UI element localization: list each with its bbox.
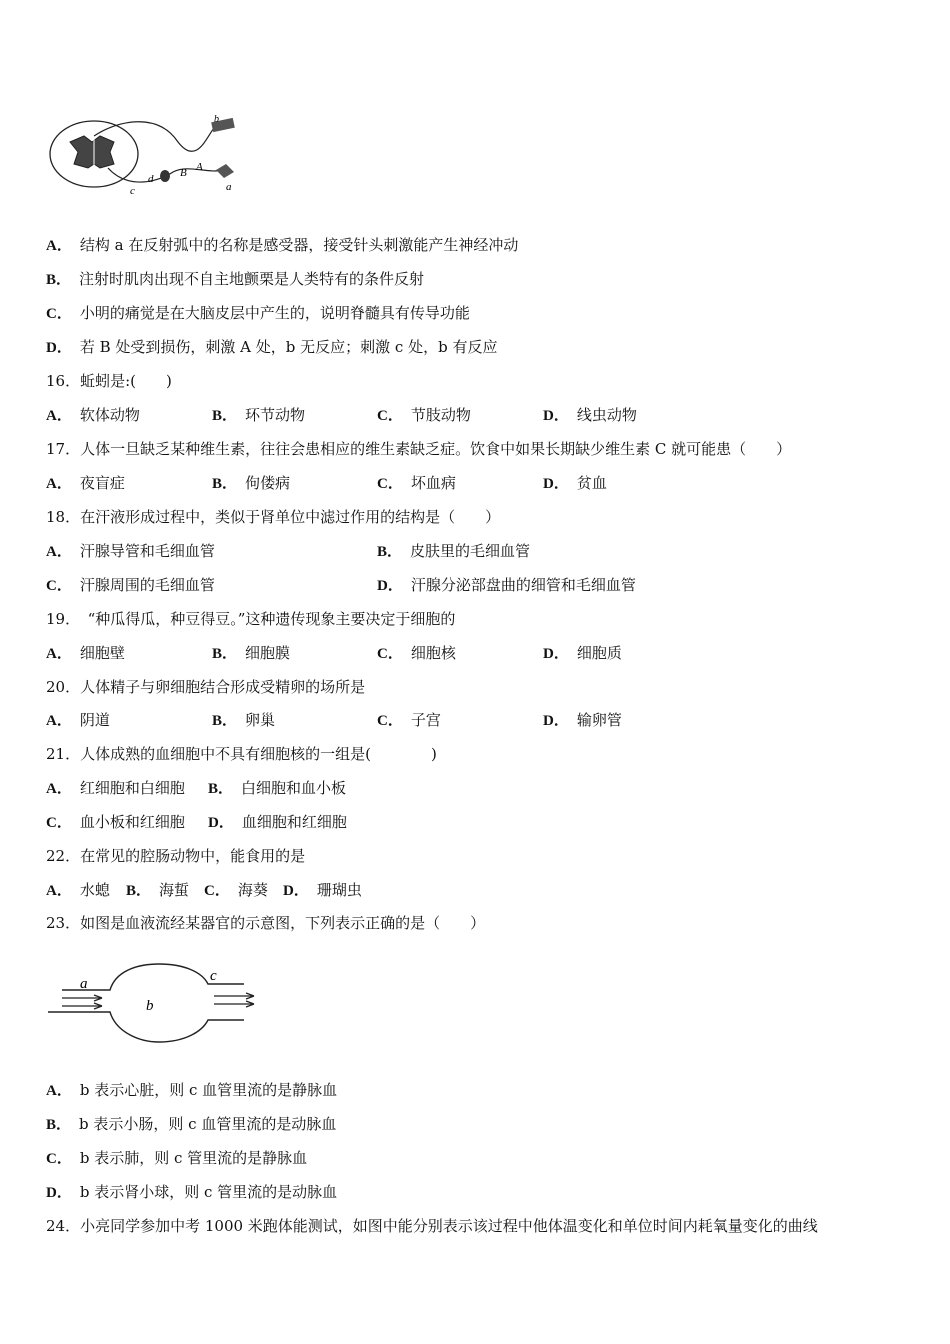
organ-label-b: b [146,998,154,1014]
q23-stem: 23．如图是血液流经某器官的示意图，下列表示正确的是（ ） [46,914,486,932]
q21-option-d[interactable]: D． 血细胞和红细胞 [208,813,347,831]
label-b: b [214,114,219,125]
q16-option-d[interactable]: D． 线虫动物 [543,406,637,424]
q17-option-b[interactable]: B． 佝偻病 [212,474,291,492]
q21-option-a[interactable]: A． 红细胞和白细胞 [46,779,185,797]
q18-option-b[interactable]: B． 皮肤里的毛细血管 [377,542,531,560]
q21-stem: 21．人体成熟的血细胞中不具有细胞核的一组是( ) [46,745,437,763]
q15-option-a[interactable]: A． 结构 a 在反射弧中的名称是感受器，接受针头刺激能产生神经冲动 [46,236,519,254]
q18-stem: 18．在汗液形成过程中，类似于肾单位中滤过作用的结构是（ ） [46,508,501,526]
q19-option-d[interactable]: D． 细胞质 [543,644,622,662]
q24-stem: 24．小亮同学参加中考 1000 米跑体能测试，如图中能分别表示该过程中他体温变化和单位时间内耗氧量变化的曲线 [46,1217,818,1235]
q22-option-d[interactable]: D． 珊瑚虫 [283,881,362,899]
q15-option-c[interactable]: C． 小明的痛觉是在大脑皮层中产生的，说明脊髓具有传导功能 [46,304,470,322]
q18-option-a[interactable]: A． 汗腺导管和毛细血管 [46,542,215,560]
q19-option-a[interactable]: A． 细胞壁 [46,644,125,662]
q19-option-c[interactable]: C． 细胞核 [377,644,456,662]
q20-option-c[interactable]: C． 子宫 [377,711,441,729]
q16-option-a[interactable]: A． 软体动物 [46,406,140,424]
q16-stem: 16．蚯蚓是:( ) [46,372,172,390]
reflex-arc-figure [48,112,248,194]
q21-option-b[interactable]: B． 白细胞和血小板 [208,779,347,797]
label-c: c [130,185,135,194]
vessel-label-c: c [210,968,217,984]
q20-option-a[interactable]: A． 阴道 [46,711,110,729]
q23-option-b[interactable]: B． b 表示小肠，则 c 血管里流的是动脉血 [46,1115,337,1133]
q23-option-a[interactable]: A． b 表示心脏，则 c 血管里流的是静脉血 [46,1081,338,1099]
q17-option-d[interactable]: D． 贫血 [543,474,607,492]
q17-stem: 17．人体一旦缺乏某种维生素，往往会患相应的维生素缺乏症。饮食中如果长期缺少维生素 C 就可能患（ ） [46,440,792,458]
label-B: B [180,167,187,179]
q21-option-c[interactable]: C． 血小板和红细胞 [46,813,185,831]
q20-option-d[interactable]: D． 输卵管 [543,711,622,729]
q20-option-b[interactable]: B． 卵巢 [212,711,276,729]
q18-option-d[interactable]: D． 汗腺分泌部盘曲的细管和毛细血管 [377,576,636,594]
blood-flow-figure [44,960,259,1045]
q19-stem: 19． “种瓜得瓜，种豆得豆。”这种遗传现象主要决定于细胞的 [46,610,456,628]
q20-stem: 20．人体精子与卵细胞结合形成受精卵的场所是 [46,678,366,696]
q18-option-c[interactable]: C． 汗腺周围的毛细血管 [46,576,215,594]
label-A: A [196,161,203,173]
label-d: d [148,173,154,185]
q22-option-a[interactable]: A． 水螅 [46,881,110,899]
q17-option-a[interactable]: A． 夜盲症 [46,474,125,492]
q16-option-c[interactable]: C． 节肢动物 [377,406,471,424]
q23-option-c[interactable]: C． b 表示肺，则 c 管里流的是静脉血 [46,1149,308,1167]
q15-option-b[interactable]: B． 注射时肌肉出现不自主地颤栗是人类特有的条件反射 [46,270,425,288]
q22-option-b[interactable]: B． 海蜇 [126,881,190,899]
vessel-label-a: a [80,976,88,992]
q23-option-d[interactable]: D． b 表示肾小球，则 c 管里流的是动脉血 [46,1183,338,1201]
q16-option-b[interactable]: B． 环节动物 [212,406,306,424]
q22-stem: 22．在常见的腔肠动物中，能食用的是 [46,847,306,865]
q15-option-d[interactable]: D． 若 B 处受到损伤，刺激 A 处，b 无反应；刺激 c 处，b 有反应 [46,338,498,356]
q19-option-b[interactable]: B． 细胞膜 [212,644,291,662]
label-a: a [226,181,232,193]
q22-option-c[interactable]: C． 海葵 [204,881,268,899]
q17-option-c[interactable]: C． 坏血病 [377,474,456,492]
